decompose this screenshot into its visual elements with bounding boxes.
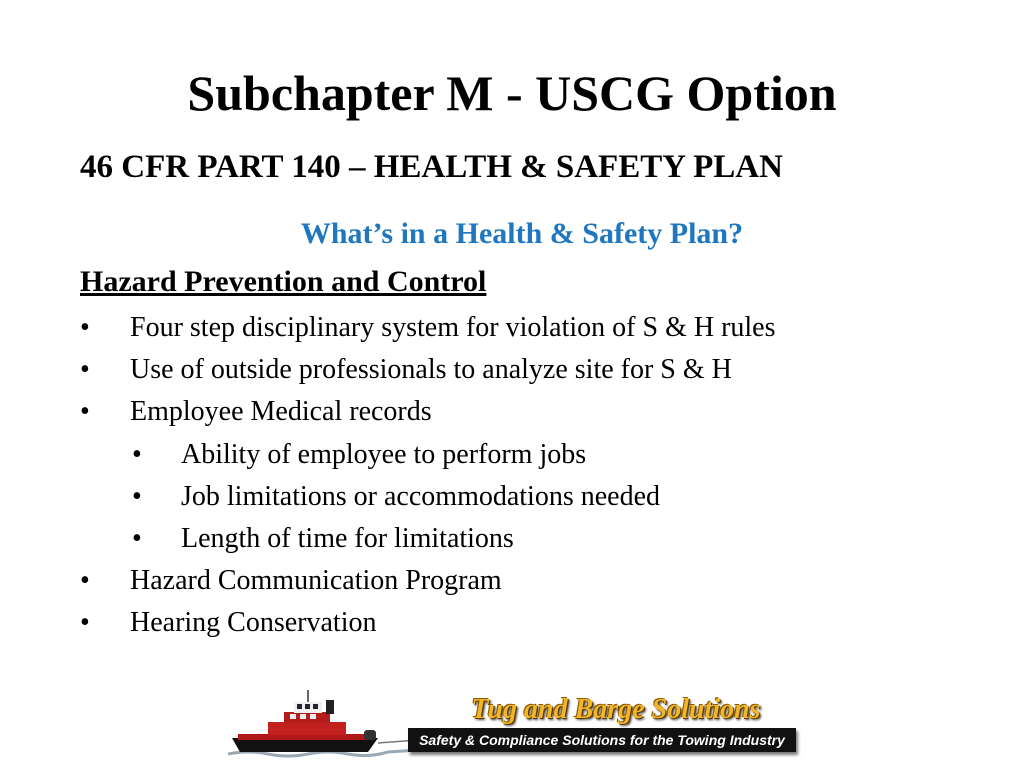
brand-name: Tug and Barge Solutions xyxy=(471,694,761,725)
slide-question: What’s in a Health & Safety Plan? xyxy=(300,217,744,250)
bullet-marker: • xyxy=(132,480,142,512)
slide-subtitle: 46 CFR PART 140 – HEALTH & SAFETY PLAN xyxy=(80,149,783,185)
bullet-marker: • xyxy=(80,607,90,639)
bullet-text: Hearing Conservation xyxy=(130,607,377,639)
bullet-marker: • xyxy=(132,438,142,470)
tagline: Safety & Compliance Solutions for the Towing Industry xyxy=(419,732,785,748)
tugboat-icon xyxy=(228,688,418,764)
company-logo xyxy=(228,688,800,764)
bullet-text: Four step disciplinary system for violation of S & H rules xyxy=(130,312,776,343)
bullet-marker: • xyxy=(80,312,90,343)
bullet-text: Employee Medical records xyxy=(130,396,432,428)
bullet-marker: • xyxy=(80,565,90,597)
bullet-text: Ability of employee to perform jobs xyxy=(181,438,587,470)
bullet-marker: • xyxy=(80,396,90,428)
section-heading: Hazard Prevention and Control xyxy=(80,265,487,298)
bullet-marker: • xyxy=(132,522,142,554)
bullet-text: Use of outside professionals to analyze site for S & H xyxy=(130,354,732,386)
bullet-text: Length of time for limitations xyxy=(181,522,514,554)
tagline-bar xyxy=(408,728,796,752)
bullet-text: Hazard Communication Program xyxy=(130,565,502,597)
bullet-marker: • xyxy=(80,354,90,386)
slide-title: Subchapter M - USCG Option xyxy=(187,65,837,121)
bullet-text: Job limitations or accommodations needed xyxy=(181,480,661,512)
